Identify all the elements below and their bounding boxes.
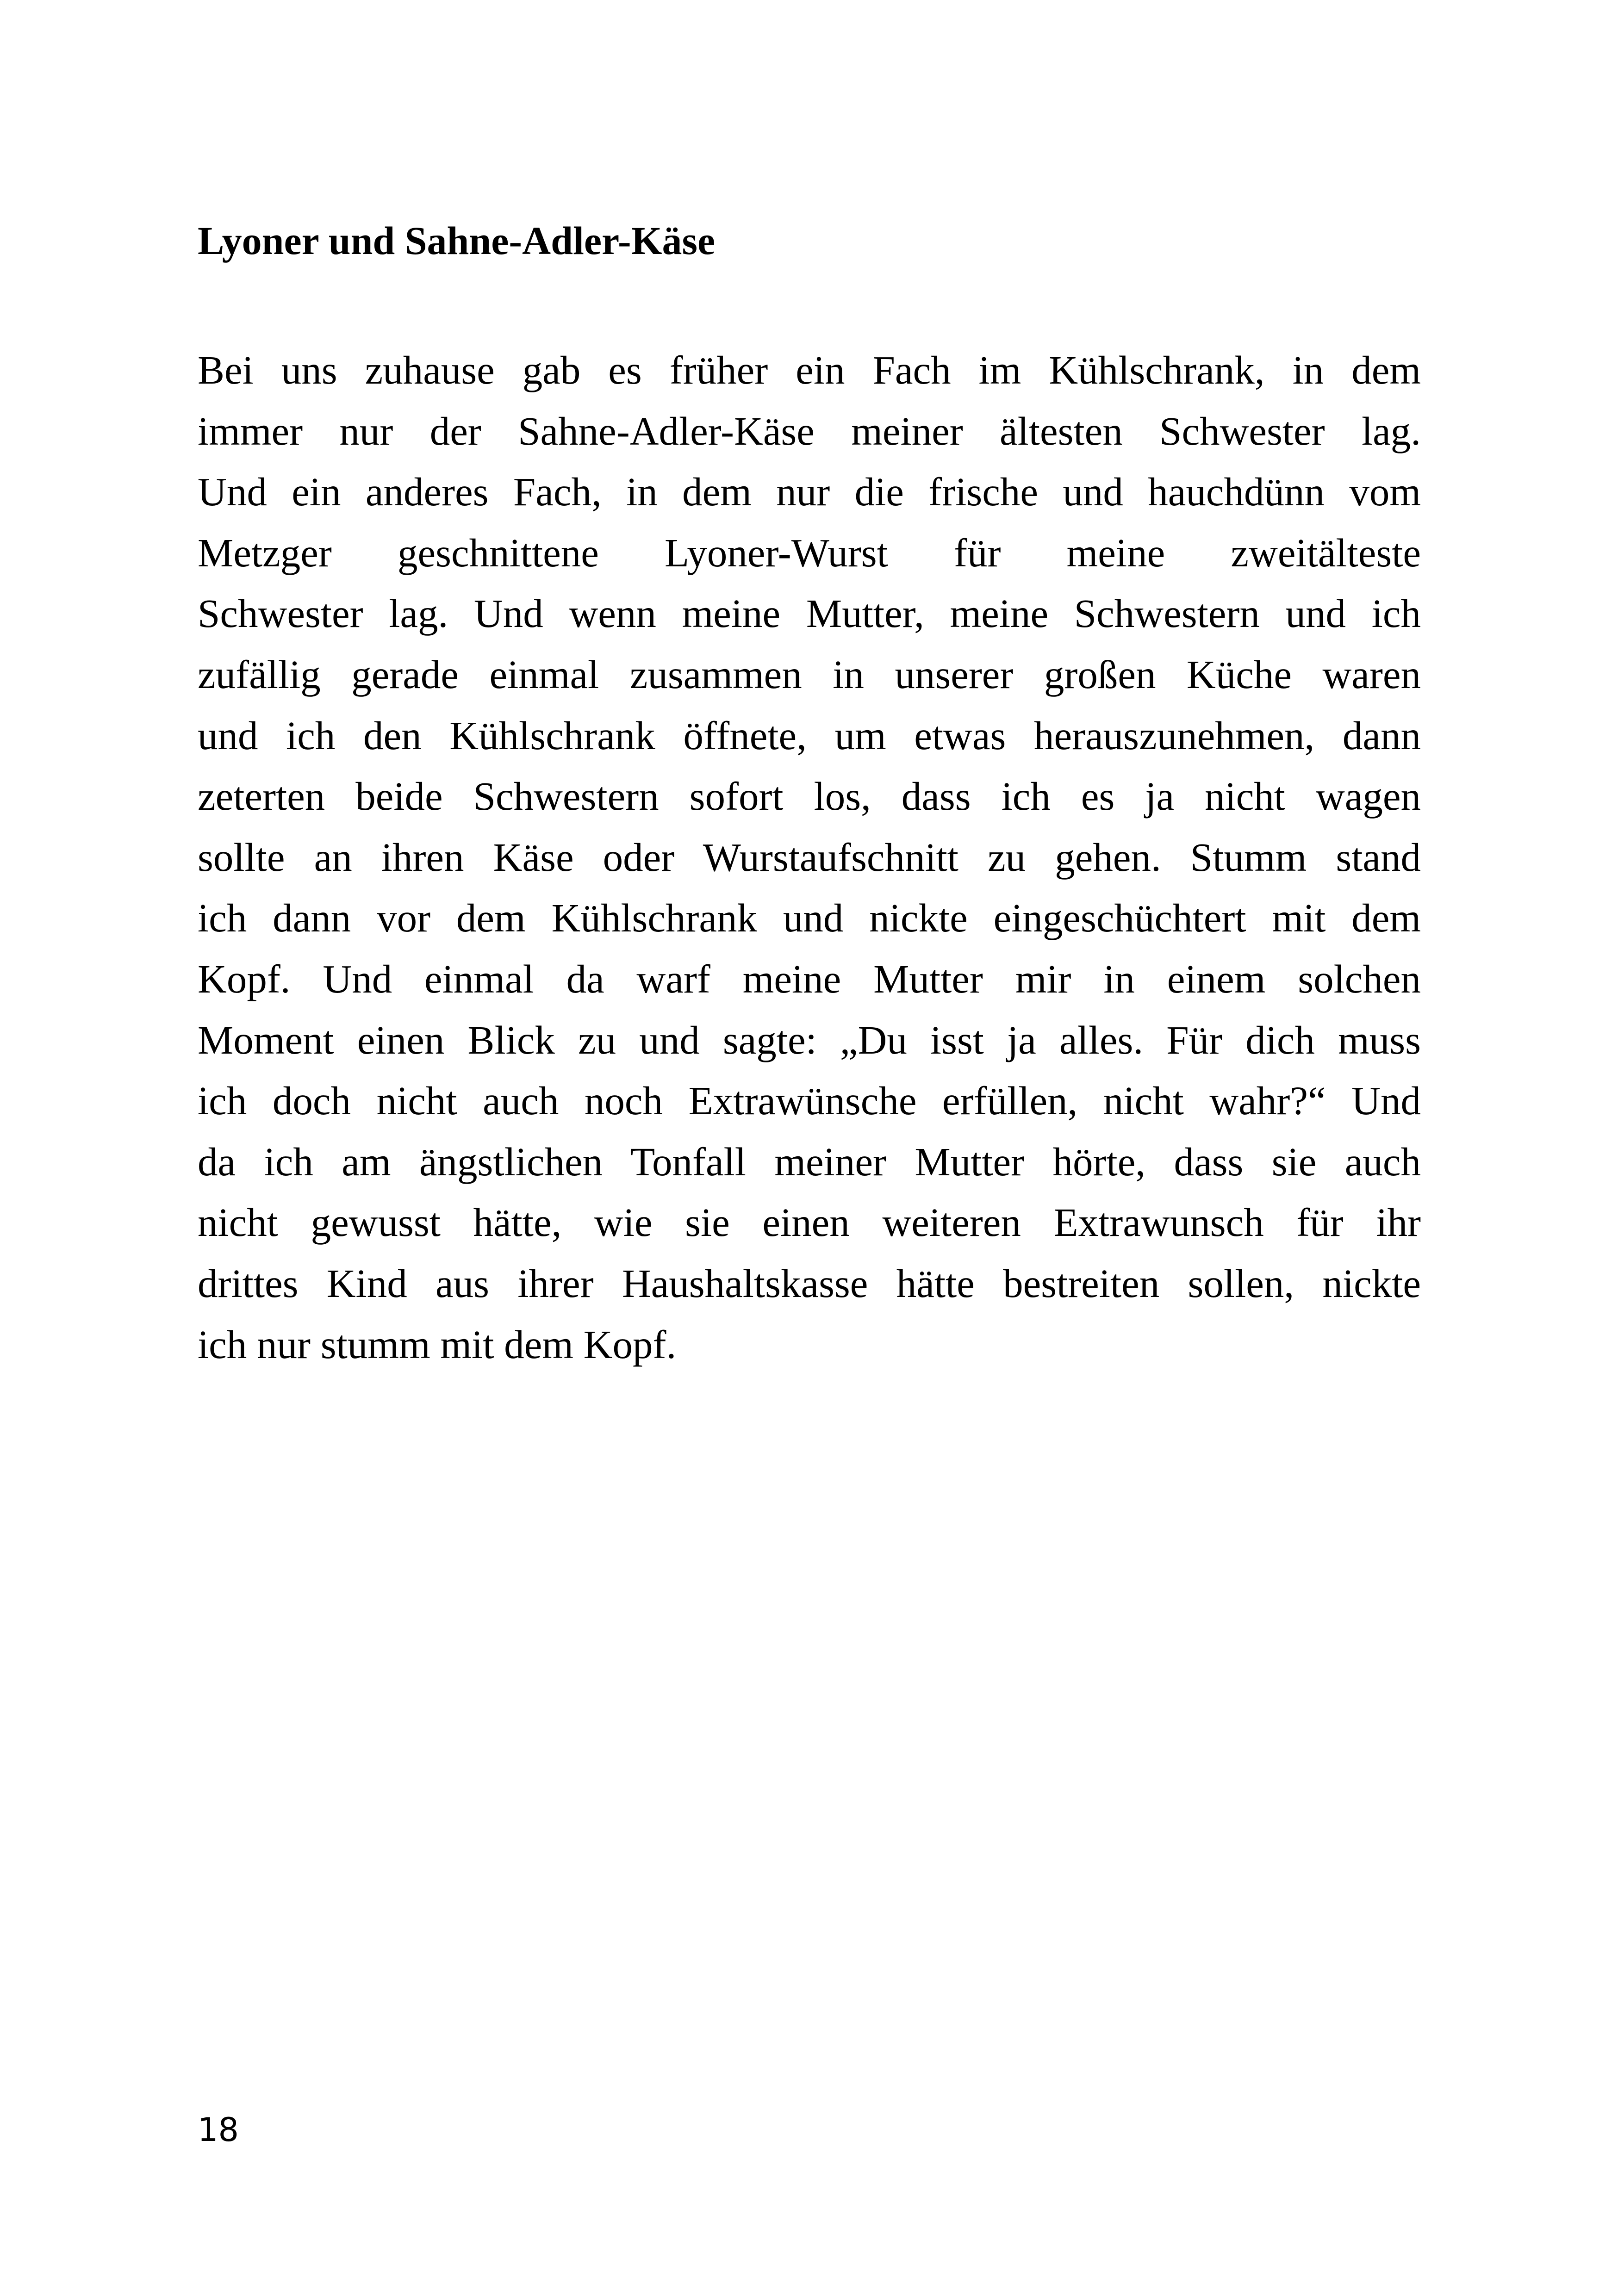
text-line: Kopf. Und einmal da warf meine Mutter mir in einem solchen xyxy=(198,956,1421,1001)
chapter-title: Lyoner und Sahne-Adler-Käse xyxy=(198,218,716,263)
text-line: Moment einen Blick zu und sagte: „Du isst ja alles. Für dich muss xyxy=(198,1017,1421,1062)
text-line: ich dann vor dem Kühlschrank und nickte eingeschüchtert mit dem xyxy=(198,895,1421,941)
text-line: Bei uns zuhause gab es früher ein Fach im Kühlschrank, in dem xyxy=(198,348,1421,392)
text-line-last: ich nur stumm mit dem Kopf. xyxy=(198,1322,677,1367)
text-line: da ich am ängstlichen Tonfall meiner Mutter hörte, dass sie auch xyxy=(198,1139,1421,1184)
text-line: sollte an ihren Käse oder Wurstaufschnitt zu gehen. Stumm stand xyxy=(198,834,1421,880)
text-line: Metzger geschnittene Lyoner-Wurst für meine zweitälteste xyxy=(198,530,1421,575)
text-line: zufällig gerade einmal zusammen in unserer großen Küche waren xyxy=(198,652,1421,697)
text-line: drittes Kind aus ihrer Haushaltskasse hätte bestreiten sollen, nickte xyxy=(198,1260,1421,1306)
text-line: immer nur der Sahne-Adler-Käse meiner ältesten Schwester lag. xyxy=(198,408,1421,453)
text-line: ich doch nicht auch noch Extrawünsche erfüllen, nicht wahr?“ Und xyxy=(198,1078,1421,1123)
body-paragraph xyxy=(198,340,1421,1375)
text-line: nicht gewusst hätte, wie sie einen weiteren Extrawunsch für ihr xyxy=(198,1200,1421,1245)
page-number: 18 xyxy=(198,2111,239,2149)
text-line: und ich den Kühlschrank öffnete, um etwas herauszunehmen, dann xyxy=(198,713,1421,758)
text-line: zeterten beide Schwestern sofort los, dass ich es ja nicht wagen xyxy=(198,774,1421,819)
text-line: Schwester lag. Und wenn meine Mutter, meine Schwestern und ich xyxy=(198,591,1421,636)
text-line: Und ein anderes Fach, in dem nur die frische und hauchdünn vom xyxy=(198,469,1421,515)
